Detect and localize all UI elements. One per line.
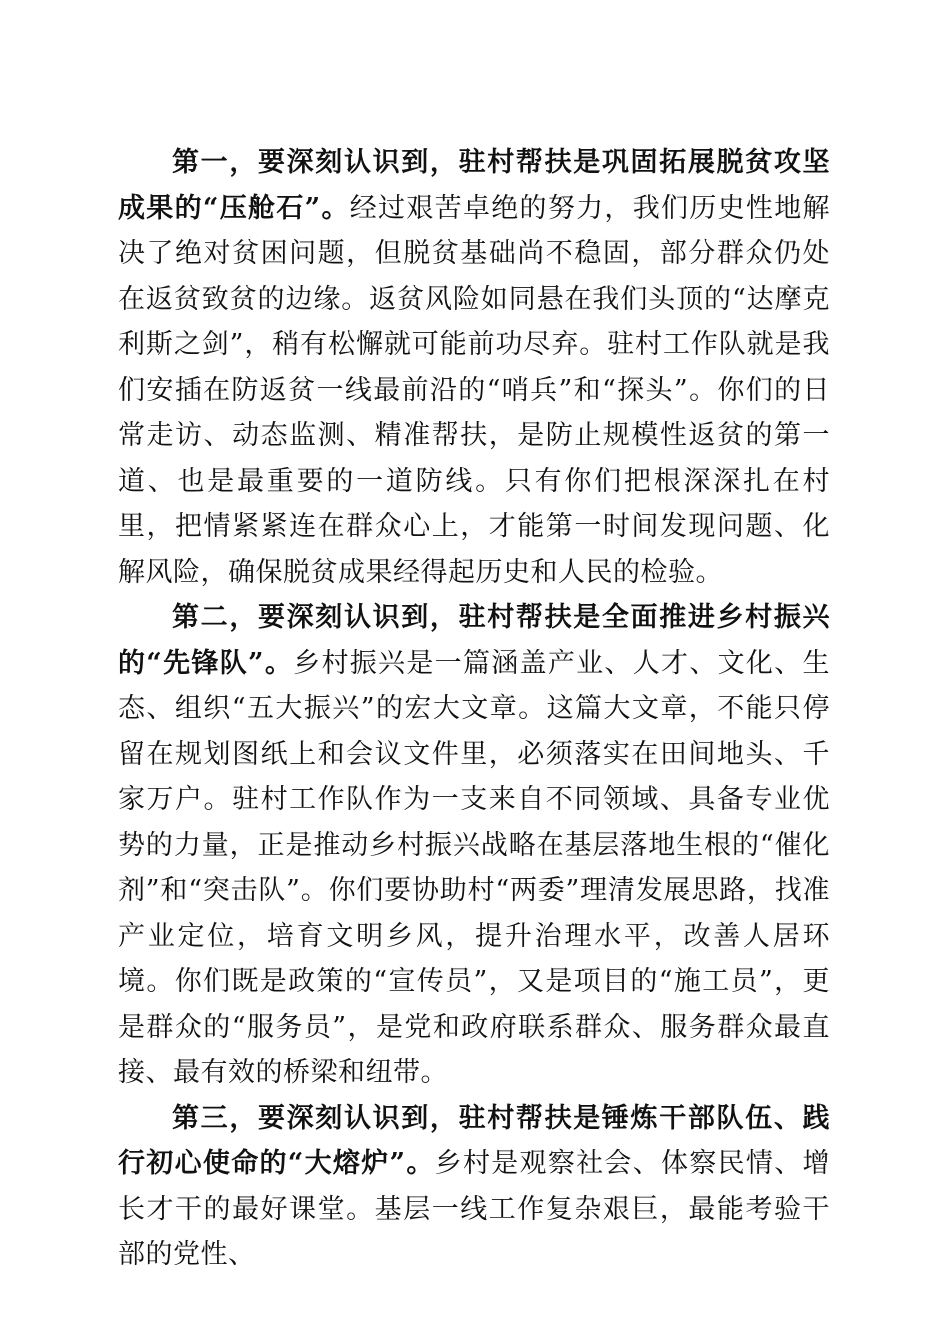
document-body	[118, 140, 830, 1278]
paragraph-3	[118, 1096, 830, 1278]
paragraph-3-body: 乡村是观察社会、体察民情、增长才干的最好课堂。基层一线工作复杂艰巨，最能考验干部的党性、	[118, 1148, 831, 1270]
paragraph-1-body: 经过艰苦卓绝的努力，我们历史性地解决了绝对贫困问题，但脱贫基础尚不稳固，部分群众仍处在返贫致贫的边缘。返贫风险如同悬在我们头顶的“达摩克利斯之剑”，稍有松懈就可能前功尽弃。驻村工作队就是我们安插在防返贫一线最前沿的“哨兵”和“探头”。你们的日常走访、动态监测、精准帮扶，是防止规模性返贫的第一道、也是最重要的一道防线。只有你们把根深深扎在村里，把情紧紧连在群众心上，才能第一时间发现问题、化解风险，确保脱贫成果经得起历史和人民的检验。	[118, 192, 831, 588]
paragraph-1	[118, 140, 830, 595]
paragraph-2-body: 乡村振兴是一篇涵盖产业、人才、文化、生态、组织“五大振兴”的宏大文章。这篇大文章，不能只停留在规划图纸上和会议文件里，必须落实在田间地头、千家万户。驻村工作队作为一支来自不同领域、具备专业优势的力量，正是推动乡村振兴战略在基层落地生根的“催化剂”和“突击队”。你们要协助村“两委”理清发展思路，找准产业定位，培育文明乡风，提升治理水平，改善人居环境。你们既是政策的“宣传员”，又是项目的“施工员”，更是群众的“服务员”，是党和政府联系群众、服务群众最直接、最有效的桥梁和纽带。	[118, 647, 831, 1088]
paragraph-2	[118, 595, 830, 1096]
paragraph-1-lead: 第一，要深刻认识到，驻村帮扶是巩固拓展脱贫攻坚成果的“压舱石”。	[118, 147, 830, 224]
paragraph-2-lead: 第二，要深刻认识到，驻村帮扶是全面推进乡村振兴的“先锋队”。	[118, 602, 830, 679]
paragraph-3-lead: 第三，要深刻认识到，驻村帮扶是锤炼干部队伍、践行初心使命的“大熔炉”。	[118, 1102, 830, 1179]
